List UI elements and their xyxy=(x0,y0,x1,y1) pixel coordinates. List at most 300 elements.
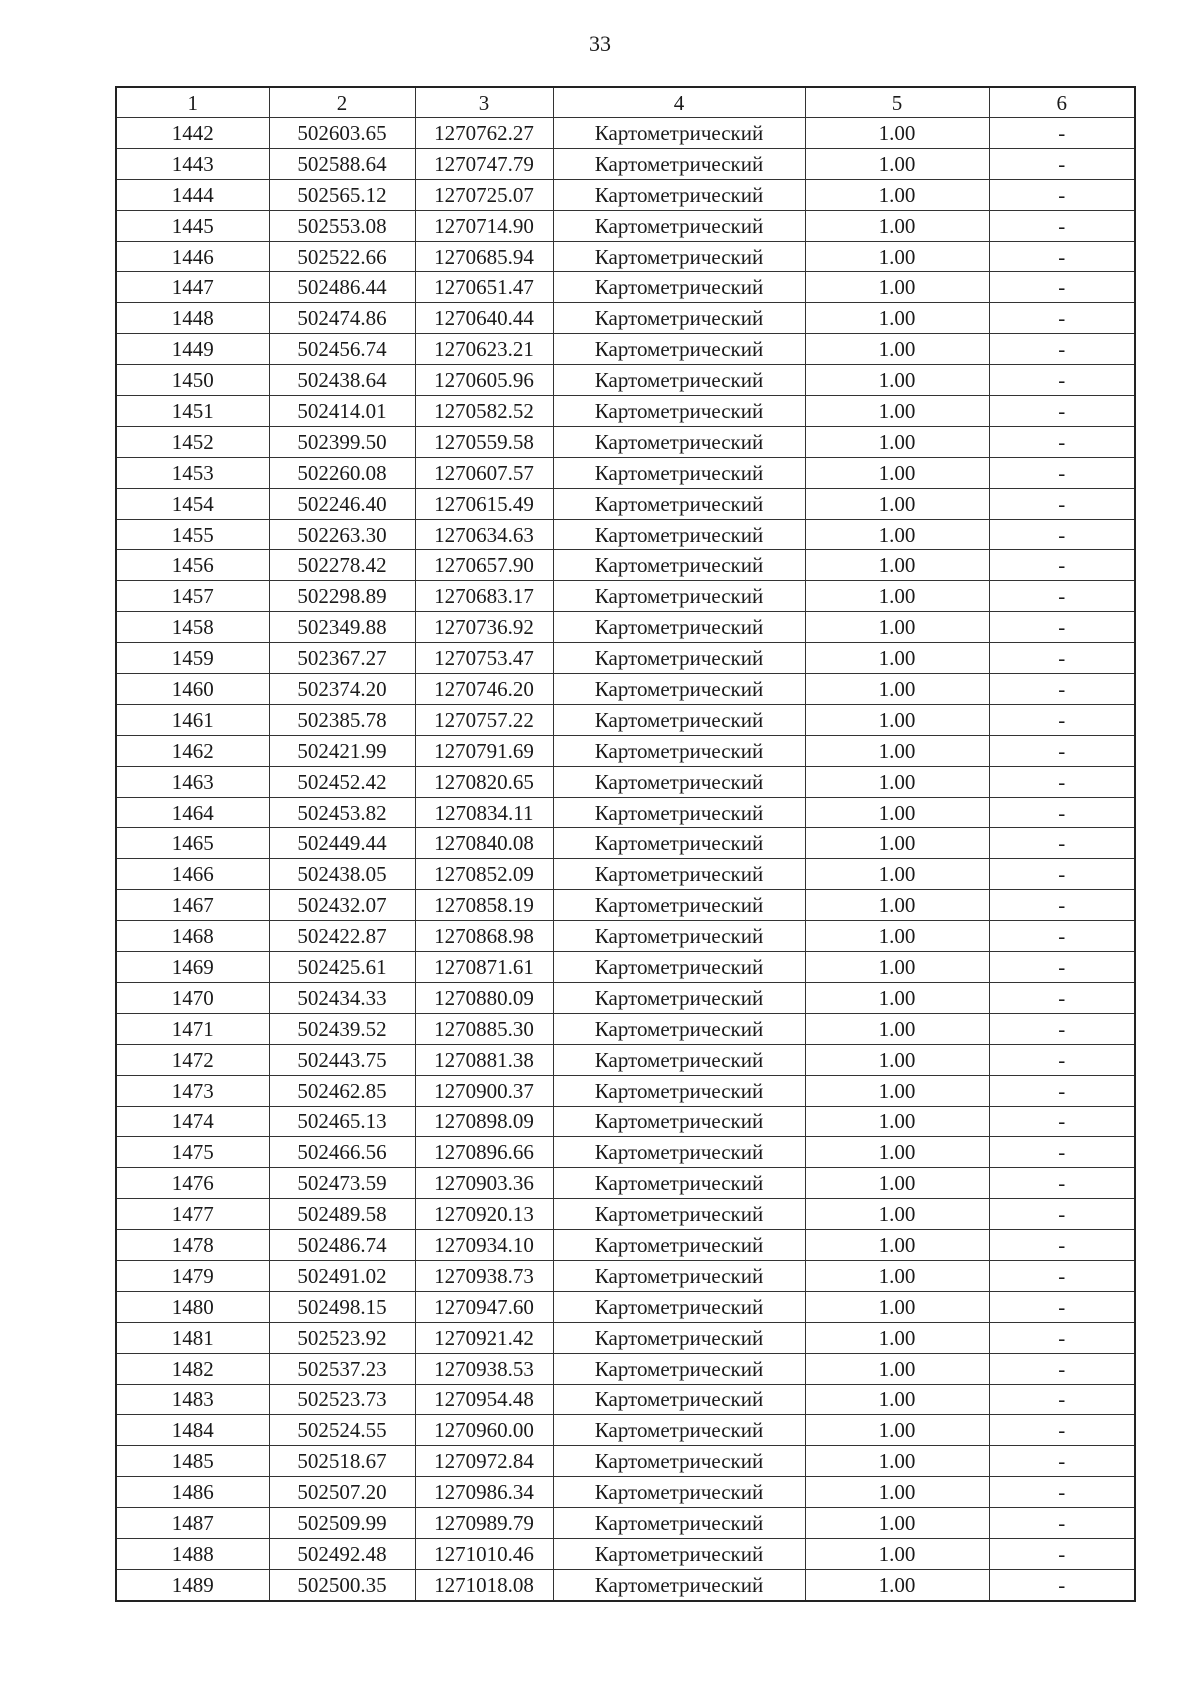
table-cell: 1.00 xyxy=(805,148,989,179)
table-cell: Картометрический xyxy=(553,1106,805,1137)
table-cell: 1.00 xyxy=(805,1106,989,1137)
table-cell: Картометрический xyxy=(553,303,805,334)
table-cell: - xyxy=(989,581,1135,612)
table-cell: 1270762.27 xyxy=(415,118,553,149)
table-cell: 502439.52 xyxy=(269,1013,415,1044)
table-cell: 502537.23 xyxy=(269,1353,415,1384)
table-cell: 1270559.58 xyxy=(415,426,553,457)
table-cell: 1467 xyxy=(116,890,269,921)
table-cell: 1270986.34 xyxy=(415,1477,553,1508)
table-row xyxy=(116,241,1135,272)
table-cell: 1487 xyxy=(116,1508,269,1539)
table-row xyxy=(116,488,1135,519)
table-cell: 1.00 xyxy=(805,303,989,334)
table-cell: 1.00 xyxy=(805,704,989,735)
table-cell: Картометрический xyxy=(553,1353,805,1384)
table-row xyxy=(116,365,1135,396)
page-number: 33 xyxy=(589,31,611,56)
table-cell: 1.00 xyxy=(805,1199,989,1230)
table-cell: - xyxy=(989,1384,1135,1415)
table-cell: Картометрический xyxy=(553,1260,805,1291)
table-row xyxy=(116,890,1135,921)
table-row xyxy=(116,272,1135,303)
table-row xyxy=(116,1538,1135,1569)
table-cell: 1.00 xyxy=(805,1260,989,1291)
table-row xyxy=(116,1168,1135,1199)
table-cell: 502465.13 xyxy=(269,1106,415,1137)
table-cell: 502565.12 xyxy=(269,179,415,210)
table-cell: 502500.35 xyxy=(269,1569,415,1600)
table-cell: 1449 xyxy=(116,334,269,365)
table-row xyxy=(116,766,1135,797)
table-cell: 1.00 xyxy=(805,674,989,705)
table-cell: 1.00 xyxy=(805,1013,989,1044)
table-cell: - xyxy=(989,241,1135,272)
table-cell: 1270725.07 xyxy=(415,179,553,210)
table-cell: 1.00 xyxy=(805,457,989,488)
table-cell: Картометрический xyxy=(553,1446,805,1477)
table-cell: - xyxy=(989,1106,1135,1137)
table-cell: - xyxy=(989,643,1135,674)
table-cell: - xyxy=(989,797,1135,828)
table-cell: 1457 xyxy=(116,581,269,612)
table-cell: - xyxy=(989,1013,1135,1044)
table-cell: 1476 xyxy=(116,1168,269,1199)
table-cell: - xyxy=(989,1230,1135,1261)
table-cell: 1481 xyxy=(116,1322,269,1353)
table-cell: 502453.82 xyxy=(269,797,415,828)
table-cell: - xyxy=(989,766,1135,797)
table-cell: 502263.30 xyxy=(269,519,415,550)
table-cell: 1459 xyxy=(116,643,269,674)
table-cell: 1445 xyxy=(116,210,269,241)
table-cell: 1.00 xyxy=(805,272,989,303)
table-row xyxy=(116,1384,1135,1415)
table-row xyxy=(116,612,1135,643)
table-cell: 502466.56 xyxy=(269,1137,415,1168)
table-cell: 502507.20 xyxy=(269,1477,415,1508)
table-cell: 1270747.79 xyxy=(415,148,553,179)
table-cell: - xyxy=(989,519,1135,550)
column-header-4: 4 xyxy=(553,87,805,118)
table-cell: 1270640.44 xyxy=(415,303,553,334)
table-cell: - xyxy=(989,457,1135,488)
table-row xyxy=(116,550,1135,581)
table-cell: 502349.88 xyxy=(269,612,415,643)
table-cell: - xyxy=(989,118,1135,149)
table-cell: 1270840.08 xyxy=(415,828,553,859)
table-cell: 502246.40 xyxy=(269,488,415,519)
table-row xyxy=(116,1508,1135,1539)
table-cell: 502422.87 xyxy=(269,921,415,952)
header-row xyxy=(116,87,1135,118)
table-cell: 1484 xyxy=(116,1415,269,1446)
table-row xyxy=(116,210,1135,241)
table-cell: - xyxy=(989,1322,1135,1353)
table-cell: 1451 xyxy=(116,396,269,427)
table-cell: 1.00 xyxy=(805,1415,989,1446)
table-cell: - xyxy=(989,1260,1135,1291)
table-cell: 502486.44 xyxy=(269,272,415,303)
table-cell: 1270634.63 xyxy=(415,519,553,550)
table-cell: Картометрический xyxy=(553,612,805,643)
table-cell: 1.00 xyxy=(805,1291,989,1322)
table-cell: 1270898.09 xyxy=(415,1106,553,1137)
table-cell: 502399.50 xyxy=(269,426,415,457)
table-cell: 1.00 xyxy=(805,581,989,612)
table-cell: Картометрический xyxy=(553,365,805,396)
table-cell: - xyxy=(989,488,1135,519)
table-cell: 1.00 xyxy=(805,179,989,210)
table-cell: 1.00 xyxy=(805,797,989,828)
table-cell: 1270736.92 xyxy=(415,612,553,643)
table-cell: Картометрический xyxy=(553,797,805,828)
table-cell: 1270683.17 xyxy=(415,581,553,612)
table-cell: 502452.42 xyxy=(269,766,415,797)
table-cell: 1461 xyxy=(116,704,269,735)
table-cell: 1455 xyxy=(116,519,269,550)
table-cell: 502603.65 xyxy=(269,118,415,149)
table-cell: - xyxy=(989,148,1135,179)
table-cell: 1456 xyxy=(116,550,269,581)
table-cell: 1270607.57 xyxy=(415,457,553,488)
table-cell: 1454 xyxy=(116,488,269,519)
table-cell: 1270791.69 xyxy=(415,735,553,766)
table-cell: 1270989.79 xyxy=(415,1508,553,1539)
table-cell: Картометрический xyxy=(553,828,805,859)
table-cell: 1.00 xyxy=(805,1508,989,1539)
column-header-5: 5 xyxy=(805,87,989,118)
table-row xyxy=(116,457,1135,488)
table-cell: Картометрический xyxy=(553,457,805,488)
table-row xyxy=(116,519,1135,550)
table-cell: Картометрический xyxy=(553,241,805,272)
table-row xyxy=(116,1353,1135,1384)
table-cell: 1458 xyxy=(116,612,269,643)
table-cell: 1483 xyxy=(116,1384,269,1415)
table-cell: 1.00 xyxy=(805,365,989,396)
table-cell: - xyxy=(989,1538,1135,1569)
table-row xyxy=(116,1199,1135,1230)
table-cell: 502443.75 xyxy=(269,1044,415,1075)
table-cell: 1.00 xyxy=(805,1569,989,1600)
table-cell: 1.00 xyxy=(805,396,989,427)
table-cell: 502523.92 xyxy=(269,1322,415,1353)
table-cell: Картометрический xyxy=(553,1538,805,1569)
table-cell: Картометрический xyxy=(553,1415,805,1446)
table-cell: 1.00 xyxy=(805,612,989,643)
table-cell: 1.00 xyxy=(805,921,989,952)
table-cell: 502278.42 xyxy=(269,550,415,581)
table-cell: 1270834.11 xyxy=(415,797,553,828)
table-cell: 1270582.52 xyxy=(415,396,553,427)
table-cell: 1477 xyxy=(116,1199,269,1230)
table-row xyxy=(116,1569,1135,1600)
table-cell: 1.00 xyxy=(805,488,989,519)
table-cell: 502438.64 xyxy=(269,365,415,396)
table-row xyxy=(116,828,1135,859)
table-cell: Картометрический xyxy=(553,952,805,983)
table-cell: Картометрический xyxy=(553,1075,805,1106)
table-cell: Картометрический xyxy=(553,396,805,427)
table-cell: 1468 xyxy=(116,921,269,952)
table-cell: 1.00 xyxy=(805,828,989,859)
table-cell: 1.00 xyxy=(805,1168,989,1199)
table-cell: 1482 xyxy=(116,1353,269,1384)
table-cell: 502588.64 xyxy=(269,148,415,179)
table-cell: 1270820.65 xyxy=(415,766,553,797)
table-cell: 502432.07 xyxy=(269,890,415,921)
table-cell: 1270938.53 xyxy=(415,1353,553,1384)
table-row xyxy=(116,1075,1135,1106)
table-cell: 502462.85 xyxy=(269,1075,415,1106)
table-cell: 1.00 xyxy=(805,1384,989,1415)
table-cell: 1270685.94 xyxy=(415,241,553,272)
table-cell: - xyxy=(989,1477,1135,1508)
table-cell: 1.00 xyxy=(805,334,989,365)
table-cell: - xyxy=(989,1446,1135,1477)
table-cell: 502421.99 xyxy=(269,735,415,766)
table-row xyxy=(116,1477,1135,1508)
table-cell: Картометрический xyxy=(553,1168,805,1199)
table-cell: 1.00 xyxy=(805,550,989,581)
table-cell: 502260.08 xyxy=(269,457,415,488)
column-header-1: 1 xyxy=(116,87,269,118)
table-row xyxy=(116,1291,1135,1322)
table-cell: - xyxy=(989,1044,1135,1075)
table-cell: Картометрический xyxy=(553,1013,805,1044)
table-body xyxy=(116,118,1135,1601)
table-cell: - xyxy=(989,179,1135,210)
table-row xyxy=(116,1230,1135,1261)
table-row xyxy=(116,1260,1135,1291)
table-cell: 1270947.60 xyxy=(415,1291,553,1322)
table-cell: 1447 xyxy=(116,272,269,303)
table-row xyxy=(116,148,1135,179)
table-cell: 1270746.20 xyxy=(415,674,553,705)
table-cell: Картометрический xyxy=(553,674,805,705)
table-cell: 1472 xyxy=(116,1044,269,1075)
table-cell: 502491.02 xyxy=(269,1260,415,1291)
table-cell: 1469 xyxy=(116,952,269,983)
table-cell: - xyxy=(989,704,1135,735)
table-cell: 502522.66 xyxy=(269,241,415,272)
table-cell: - xyxy=(989,550,1135,581)
table-cell: 1.00 xyxy=(805,1477,989,1508)
table-row xyxy=(116,735,1135,766)
table-cell: Картометрический xyxy=(553,643,805,674)
table-cell: Картометрический xyxy=(553,1508,805,1539)
table-cell: 1462 xyxy=(116,735,269,766)
table-row xyxy=(116,396,1135,427)
table-cell: - xyxy=(989,426,1135,457)
table-cell: 1270871.61 xyxy=(415,952,553,983)
table-cell: - xyxy=(989,921,1135,952)
table-row xyxy=(116,581,1135,612)
table-cell: 1270657.90 xyxy=(415,550,553,581)
table-cell: Картометрический xyxy=(553,581,805,612)
table-cell: 1270714.90 xyxy=(415,210,553,241)
table-row xyxy=(116,1013,1135,1044)
table-cell: 502509.99 xyxy=(269,1508,415,1539)
table-cell: 502518.67 xyxy=(269,1446,415,1477)
table-cell: Картометрический xyxy=(553,766,805,797)
table-cell: 1453 xyxy=(116,457,269,488)
table-cell: 1.00 xyxy=(805,519,989,550)
table-cell: Картометрический xyxy=(553,890,805,921)
table-cell: 1465 xyxy=(116,828,269,859)
table-cell: 502498.15 xyxy=(269,1291,415,1322)
column-header-6: 6 xyxy=(989,87,1135,118)
table-cell: 1.00 xyxy=(805,1230,989,1261)
table-cell: 502492.48 xyxy=(269,1538,415,1569)
table-cell: Картометрический xyxy=(553,148,805,179)
table-cell: 1270954.48 xyxy=(415,1384,553,1415)
table-cell: 1.00 xyxy=(805,859,989,890)
table-cell: - xyxy=(989,828,1135,859)
table-cell: Картометрический xyxy=(553,704,805,735)
table-row xyxy=(116,303,1135,334)
table-cell: 502434.33 xyxy=(269,982,415,1013)
table-cell: 1488 xyxy=(116,1538,269,1569)
table-row xyxy=(116,982,1135,1013)
table-row xyxy=(116,1322,1135,1353)
table-cell: 502486.74 xyxy=(269,1230,415,1261)
table-cell: 1489 xyxy=(116,1569,269,1600)
table-cell: 502414.01 xyxy=(269,396,415,427)
table-cell: Картометрический xyxy=(553,859,805,890)
table-cell: 1486 xyxy=(116,1477,269,1508)
table-cell: 502456.74 xyxy=(269,334,415,365)
table-cell: Картометрический xyxy=(553,334,805,365)
table-cell: 502474.86 xyxy=(269,303,415,334)
table-cell: - xyxy=(989,1569,1135,1600)
table-cell: 1478 xyxy=(116,1230,269,1261)
table-cell: 502367.27 xyxy=(269,643,415,674)
table-cell: 1480 xyxy=(116,1291,269,1322)
table-cell: 1.00 xyxy=(805,890,989,921)
table-row xyxy=(116,426,1135,457)
table-cell: 1270753.47 xyxy=(415,643,553,674)
table-cell: - xyxy=(989,396,1135,427)
table-cell: Картометрический xyxy=(553,118,805,149)
table-cell: 1460 xyxy=(116,674,269,705)
table-cell: 1.00 xyxy=(805,1538,989,1569)
table-cell: 1270903.36 xyxy=(415,1168,553,1199)
table-cell: 1444 xyxy=(116,179,269,210)
table-cell: - xyxy=(989,982,1135,1013)
table-cell: 1270921.42 xyxy=(415,1322,553,1353)
table-cell: 1.00 xyxy=(805,118,989,149)
table-cell: 1.00 xyxy=(805,210,989,241)
table-cell: Картометрический xyxy=(553,1199,805,1230)
table-cell: 1442 xyxy=(116,118,269,149)
table-cell: - xyxy=(989,210,1135,241)
table-row xyxy=(116,952,1135,983)
table-row xyxy=(116,1446,1135,1477)
table-cell: - xyxy=(989,1415,1135,1446)
table-cell: Картометрический xyxy=(553,1477,805,1508)
table-cell: 1.00 xyxy=(805,1353,989,1384)
table-cell: - xyxy=(989,1291,1135,1322)
table-row xyxy=(116,704,1135,735)
table-cell: 1.00 xyxy=(805,982,989,1013)
column-header-3: 3 xyxy=(415,87,553,118)
table-cell: Картометрический xyxy=(553,1322,805,1353)
table-cell: 502438.05 xyxy=(269,859,415,890)
table-cell: 1.00 xyxy=(805,1446,989,1477)
table-row xyxy=(116,1137,1135,1168)
table-cell: 1.00 xyxy=(805,1075,989,1106)
table-cell: Картометрический xyxy=(553,1230,805,1261)
table-cell: 1485 xyxy=(116,1446,269,1477)
table-cell: Картометрический xyxy=(553,1137,805,1168)
table-cell: 502425.61 xyxy=(269,952,415,983)
table-cell: 1479 xyxy=(116,1260,269,1291)
table-cell: 1270972.84 xyxy=(415,1446,553,1477)
table-cell: - xyxy=(989,890,1135,921)
table-cell: 1270651.47 xyxy=(415,272,553,303)
table-cell: 1470 xyxy=(116,982,269,1013)
table-cell: 1.00 xyxy=(805,952,989,983)
table-cell: Картометрический xyxy=(553,488,805,519)
table-cell: 1.00 xyxy=(805,1322,989,1353)
table-cell: 1270858.19 xyxy=(415,890,553,921)
table-cell: - xyxy=(989,674,1135,705)
table-cell: - xyxy=(989,1199,1135,1230)
table-cell: 502553.08 xyxy=(269,210,415,241)
table-cell: Картометрический xyxy=(553,735,805,766)
table-cell: 1.00 xyxy=(805,426,989,457)
table-cell: 502489.58 xyxy=(269,1199,415,1230)
table-cell: - xyxy=(989,1137,1135,1168)
table-row xyxy=(116,797,1135,828)
table-cell: 1466 xyxy=(116,859,269,890)
table-cell: 1270852.09 xyxy=(415,859,553,890)
table-cell: 1463 xyxy=(116,766,269,797)
table-cell: 1.00 xyxy=(805,241,989,272)
table-cell: - xyxy=(989,735,1135,766)
table-cell: 1475 xyxy=(116,1137,269,1168)
table-cell: 1.00 xyxy=(805,1137,989,1168)
table-cell: 1270881.38 xyxy=(415,1044,553,1075)
table-cell: 1474 xyxy=(116,1106,269,1137)
column-header-2: 2 xyxy=(269,87,415,118)
table-cell: 502449.44 xyxy=(269,828,415,859)
table-cell: Картометрический xyxy=(553,179,805,210)
table-cell: 1450 xyxy=(116,365,269,396)
table-cell: - xyxy=(989,334,1135,365)
table-row xyxy=(116,859,1135,890)
table-row xyxy=(116,643,1135,674)
table-row xyxy=(116,334,1135,365)
table-cell: 1473 xyxy=(116,1075,269,1106)
table-row xyxy=(116,1415,1135,1446)
table-cell: 1.00 xyxy=(805,766,989,797)
table-cell: 1.00 xyxy=(805,1044,989,1075)
table-cell: 1270868.98 xyxy=(415,921,553,952)
table-cell: - xyxy=(989,303,1135,334)
table-cell: 1270896.66 xyxy=(415,1137,553,1168)
table-row xyxy=(116,179,1135,210)
table-cell: Картометрический xyxy=(553,519,805,550)
table-cell: 1448 xyxy=(116,303,269,334)
table-cell: Картометрический xyxy=(553,982,805,1013)
table-cell: - xyxy=(989,1075,1135,1106)
table-cell: - xyxy=(989,365,1135,396)
table-cell: 1270885.30 xyxy=(415,1013,553,1044)
table-row xyxy=(116,1106,1135,1137)
